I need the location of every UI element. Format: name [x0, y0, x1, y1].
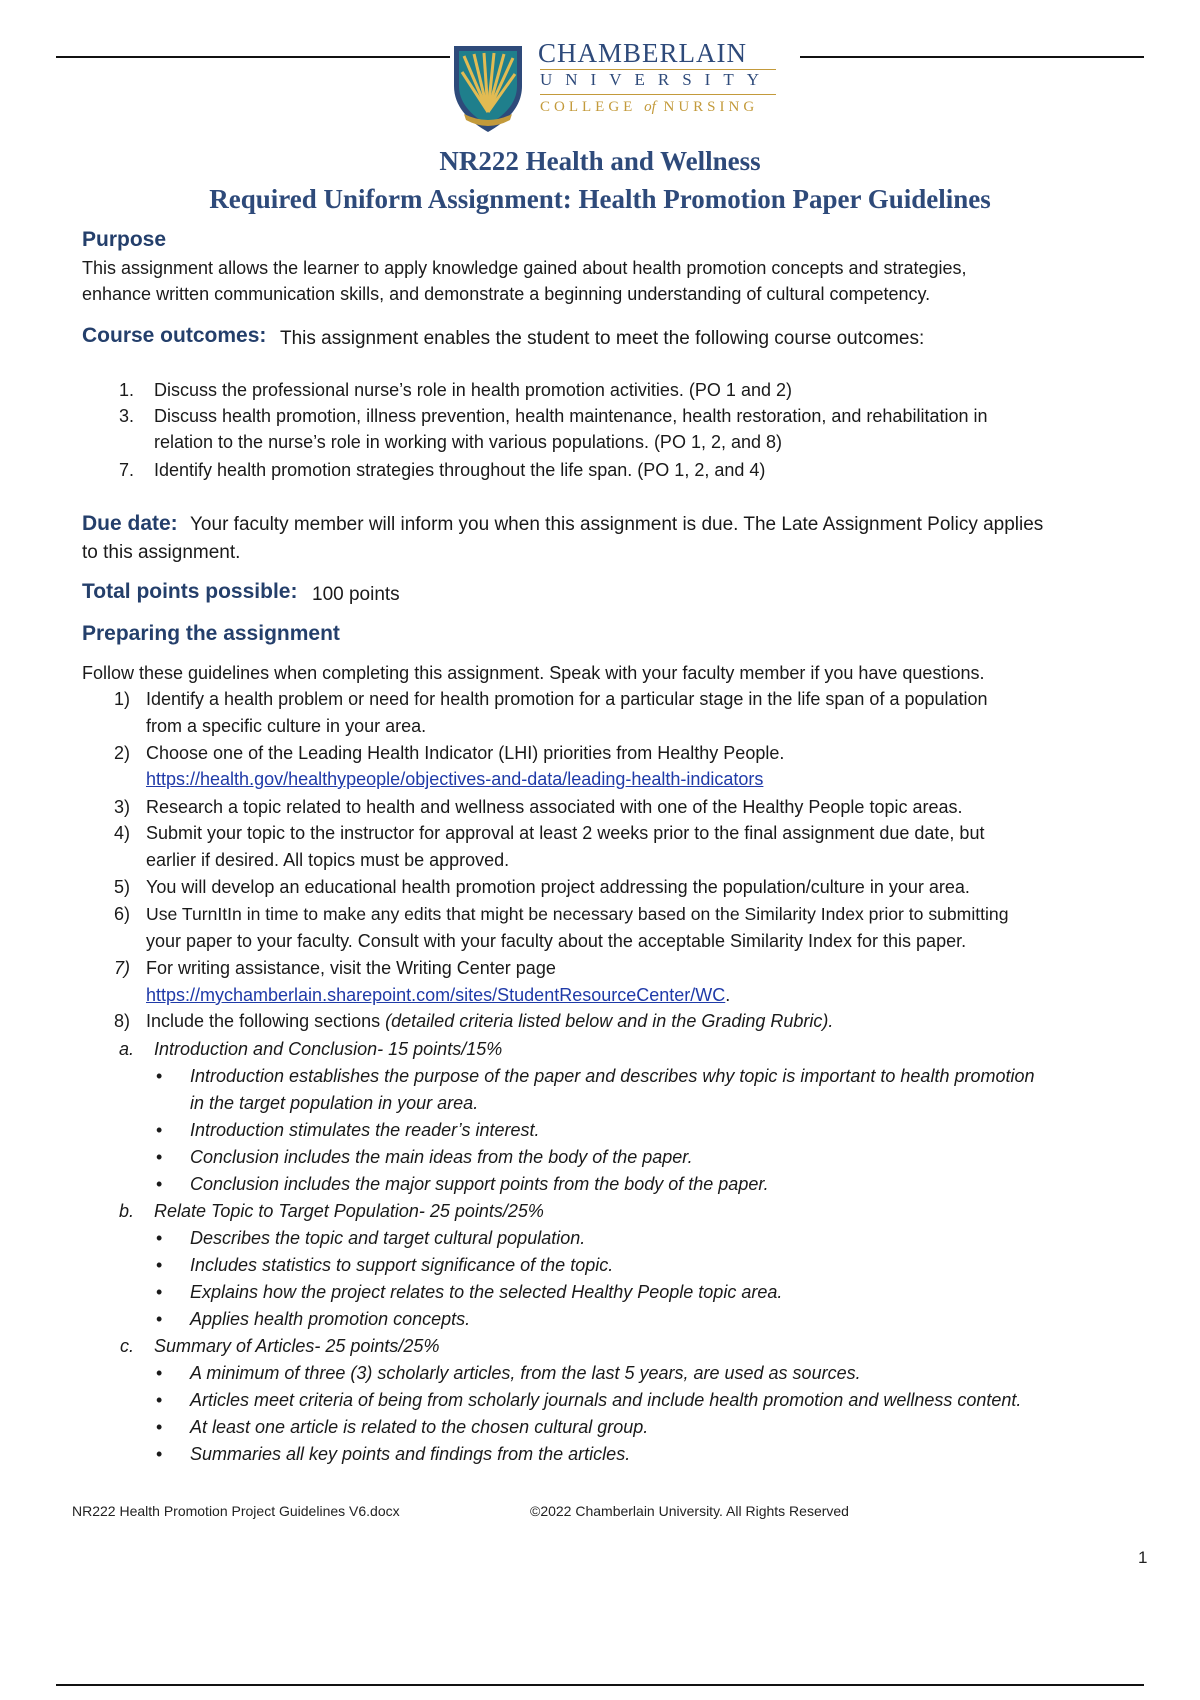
- criteria-item: Introduction stimulates the reader’s interest.: [190, 1120, 540, 1140]
- section-title: Introduction and Conclusion- 15 points/15%: [154, 1039, 503, 1059]
- criteria-item: At least one article is related to the chosen cultural group.: [190, 1417, 649, 1437]
- purpose-text-line: enhance written communication skills, and demonstrate a beginning understanding of cultural competency.: [82, 284, 931, 304]
- page-title: NR222 Health and Wellness: [439, 146, 761, 176]
- step-number: 7): [113, 958, 130, 978]
- bullet-icon: •: [156, 1282, 163, 1302]
- outcomes-heading: Course outcomes:: [82, 324, 267, 347]
- step-text: Include the following sections (detailed criteria listed below and in the Grading Rubric).: [146, 1011, 834, 1031]
- criteria-item: Includes statistics to support significance of the topic.: [190, 1255, 614, 1275]
- points-value: 100 points: [312, 584, 400, 605]
- bullet-icon: •: [156, 1390, 163, 1410]
- outcome-item: Identify health promotion strategies throughout the life span. (PO 1, 2, and 4): [154, 460, 766, 480]
- step-text: For writing assistance, visit the Writing Center page: [146, 958, 556, 978]
- outcomes-intro: This assignment enables the student to meet the following course outcomes:: [280, 328, 925, 349]
- criteria-item: Conclusion includes the main ideas from the body of the paper.: [190, 1147, 693, 1167]
- preparing-heading: Preparing the assignment: [82, 622, 340, 645]
- bullet-icon: •: [156, 1363, 163, 1383]
- bullet-icon: •: [156, 1255, 163, 1275]
- criteria-item: in the target population in your area.: [190, 1093, 479, 1113]
- chamberlain-logo: [450, 38, 800, 138]
- step-text: from a specific culture in your area.: [146, 716, 427, 736]
- outcome-item: Discuss health promotion, illness prevention, health maintenance, health restoration, and rehabilitation in: [154, 406, 988, 426]
- preparing-intro: Follow these guidelines when completing this assignment. Speak with your faculty member if you have questions.: [82, 663, 985, 683]
- due-text: Your faculty member will inform you when this assignment is due. The Late Assignment Policy applies: [190, 514, 1044, 535]
- page-subtitle: Required Uniform Assignment: Health Promotion Paper Guidelines: [209, 184, 991, 214]
- step-text: You will develop an educational health promotion project addressing the population/culture in your area.: [146, 877, 970, 897]
- purpose-heading: Purpose: [82, 228, 167, 251]
- bullet-icon: •: [156, 1417, 163, 1437]
- bullet-icon: •: [156, 1309, 163, 1329]
- points-heading: Total points possible:: [82, 580, 298, 603]
- writing-center-link[interactable]: https://mychamberlain.sharepoint.com/sites/StudentResourceCenter/WC: [146, 985, 726, 1005]
- logo-university: UNIVERSITY: [540, 70, 772, 89]
- step-number: 8): [113, 1011, 130, 1031]
- step-number: 2): [113, 743, 130, 763]
- due-text: to this assignment.: [82, 542, 241, 563]
- criteria-item: Explains how the project relates to the selected Healthy People topic area.: [190, 1282, 783, 1302]
- step-text: Identify a health problem or need for health promotion for a particular stage in the life span of a population: [146, 689, 988, 709]
- step-text: earlier if desired. All topics must be approved.: [146, 850, 510, 870]
- shield-icon: [450, 42, 526, 134]
- criteria-item: A minimum of three (3) scholarly articles, from the last 5 years, are used as sources.: [190, 1363, 861, 1383]
- step-number: 3): [113, 797, 130, 817]
- criteria-item: Applies health promotion concepts.: [190, 1309, 471, 1329]
- criteria-item: Conclusion includes the major support points from the body of the paper.: [190, 1174, 769, 1194]
- step-number: 4): [113, 823, 130, 843]
- step-text: Use TurnItIn in time to make any edits that might be necessary based on the Similarity Index prior to submitting: [146, 904, 1009, 924]
- step-text: Choose one of the Leading Health Indicator (LHI) priorities from Healthy People.: [146, 743, 785, 763]
- logo-college: COLLEGE of NURSING: [540, 99, 759, 115]
- section-letter: c.: [119, 1336, 134, 1356]
- outcome-number: 1.: [118, 380, 134, 400]
- purpose-text-line: This assignment allows the learner to apply knowledge gained about health promotion concepts and strategies,: [82, 258, 967, 278]
- outcome-number: 3.: [118, 406, 134, 426]
- criteria-item: Introduction establishes the purpose of the paper and describes why topic is important to health promotion: [190, 1066, 1035, 1086]
- section-letter: a.: [118, 1039, 134, 1059]
- outcome-number: 7.: [118, 460, 134, 480]
- bullet-icon: •: [156, 1120, 163, 1140]
- bullet-icon: •: [156, 1174, 163, 1194]
- bullet-icon: •: [156, 1228, 163, 1248]
- step-number: 6): [113, 904, 130, 924]
- outcome-item: Discuss the professional nurse’s role in health promotion activities. (PO 1 and 2): [154, 380, 792, 400]
- healthy-people-link[interactable]: https://health.gov/healthypeople/objectives-and-data/leading-health-indicators: [146, 769, 764, 789]
- section-title: Summary of Articles- 25 points/25%: [154, 1336, 440, 1356]
- section-title: Relate Topic to Target Population- 25 points/25%: [154, 1201, 544, 1221]
- step-text: Research a topic related to health and wellness associated with one of the Healthy People topic areas.: [146, 797, 963, 817]
- step-number: 1): [113, 689, 130, 709]
- logo-divider: [540, 94, 776, 95]
- due-heading: Due date:: [82, 512, 178, 535]
- bullet-icon: •: [156, 1147, 163, 1167]
- step-text: your paper to your faculty. Consult with your faculty about the acceptable Similarity Index for this paper.: [146, 931, 967, 951]
- footer-copyright: ©2022 Chamberlain University. All Rights Reserved: [530, 1503, 849, 1519]
- footer-filename: NR222 Health Promotion Project Guidelines V6.docx: [72, 1503, 400, 1519]
- page-number: 1: [1138, 1548, 1148, 1567]
- outcome-item: relation to the nurse’s role in working with various populations. (PO 1, 2, and 8): [154, 432, 783, 452]
- bullet-icon: •: [156, 1066, 163, 1086]
- step-number: 5): [113, 877, 130, 897]
- bullet-icon: •: [156, 1444, 163, 1464]
- period: .: [725, 985, 731, 1005]
- criteria-item: Summaries all key points and findings from the articles.: [190, 1444, 631, 1464]
- criteria-item: Articles meet criteria of being from scholarly journals and include health promotion and wellness content.: [190, 1390, 1022, 1410]
- criteria-item: Describes the topic and target cultural population.: [190, 1228, 586, 1248]
- section-letter: b.: [118, 1201, 134, 1221]
- bottom-rule: [56, 1684, 1144, 1686]
- logo-name: CHAMBERLAIN: [538, 38, 748, 68]
- step-text: Submit your topic to the instructor for approval at least 2 weeks prior to the final assignment due date, but: [146, 823, 985, 843]
